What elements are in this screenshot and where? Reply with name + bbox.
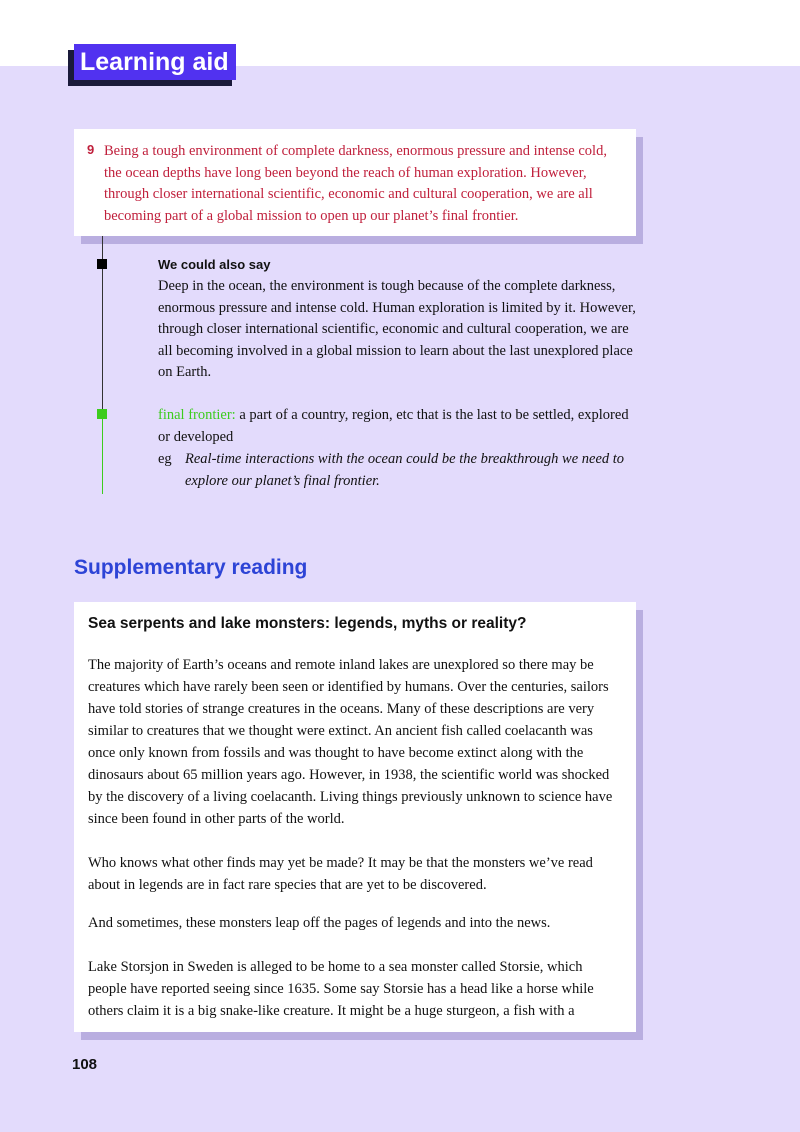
article-paragraph: Lake Storsjon in Sweden is alleged to be home to a sea monster called Storsie, which people have reported seeing since 1635. Some say Storsie has a head like a horse while others claim it is a big snake-like creature. It might be a huge sturgeon, a fish with a: [88, 959, 594, 1019]
reading-box: [74, 602, 636, 1032]
page-number: 108: [72, 1056, 98, 1073]
article-title: Sea serpents and lake monsters: legends, myths or reality?: [88, 615, 527, 632]
section-title: Supplementary reading: [74, 556, 308, 579]
example-text: Real-time interactions with the ocean could be the breakthrough we need to explore our planet’s final frontier.: [185, 451, 625, 489]
glossary-term: final frontier:: [158, 407, 236, 423]
glossary-entry: [158, 405, 642, 448]
article-paragraph: Who knows what other finds may yet be made? It may be that the monsters we’ve read about in legends are in fact rare species that are yet to be discovered.: [88, 855, 593, 893]
alternative-text: Deep in the ocean, the environment is tough because of the complete darkness, enormous pressure and intense cold. Human exploration is limited by it. However, through closer international scientific, economic and cultural cooperation, we are all becoming involved in a global mission to learn about the last unexplored place on Earth.: [158, 278, 636, 380]
question-text: Being a tough environment of complete darkness, enormous pressure and intense cold, the ocean depths have long been beyond the reach of human exploration. However, through closer international scientific, economic and cultural cooperation, we are all becoming part of a global mission to open up our planet’s final frontier.: [104, 143, 607, 224]
glossary-connector-line: [102, 414, 103, 494]
article-paragraph: The majority of Earth’s oceans and remote inland lakes are unexplored so there may be creatures which have rarely been seen or identified by humans. Over the centuries, sailors have told stories of strange creatures in the oceans. Many of these descriptions are very similar to creatures that we thought were extinct. An ancient fish called coelacanth was once only known from fossils and was thought to have become extinct along with the dinosaurs about 65 million years ago. However, in 1938, the scientific world was shocked by the discovery of a living coelacanth. Living things previously unknown to science have since been found in other parts of the world.: [88, 657, 613, 827]
article-paragraph: And sometimes, these monsters leap off the pages of legends and into the news.: [88, 915, 551, 931]
example-label: eg: [158, 451, 172, 467]
alternative-marker: [97, 259, 107, 269]
alternative-heading: We could also say: [158, 257, 271, 272]
learning-aid-tab: Learning aid: [74, 44, 236, 80]
glossary-marker: [97, 409, 107, 419]
glossary-definition: a part of a country, region, etc that is the last to be settled, explored or developed: [158, 407, 629, 445]
question-number: 9: [87, 142, 95, 157]
question-box: [74, 129, 636, 236]
